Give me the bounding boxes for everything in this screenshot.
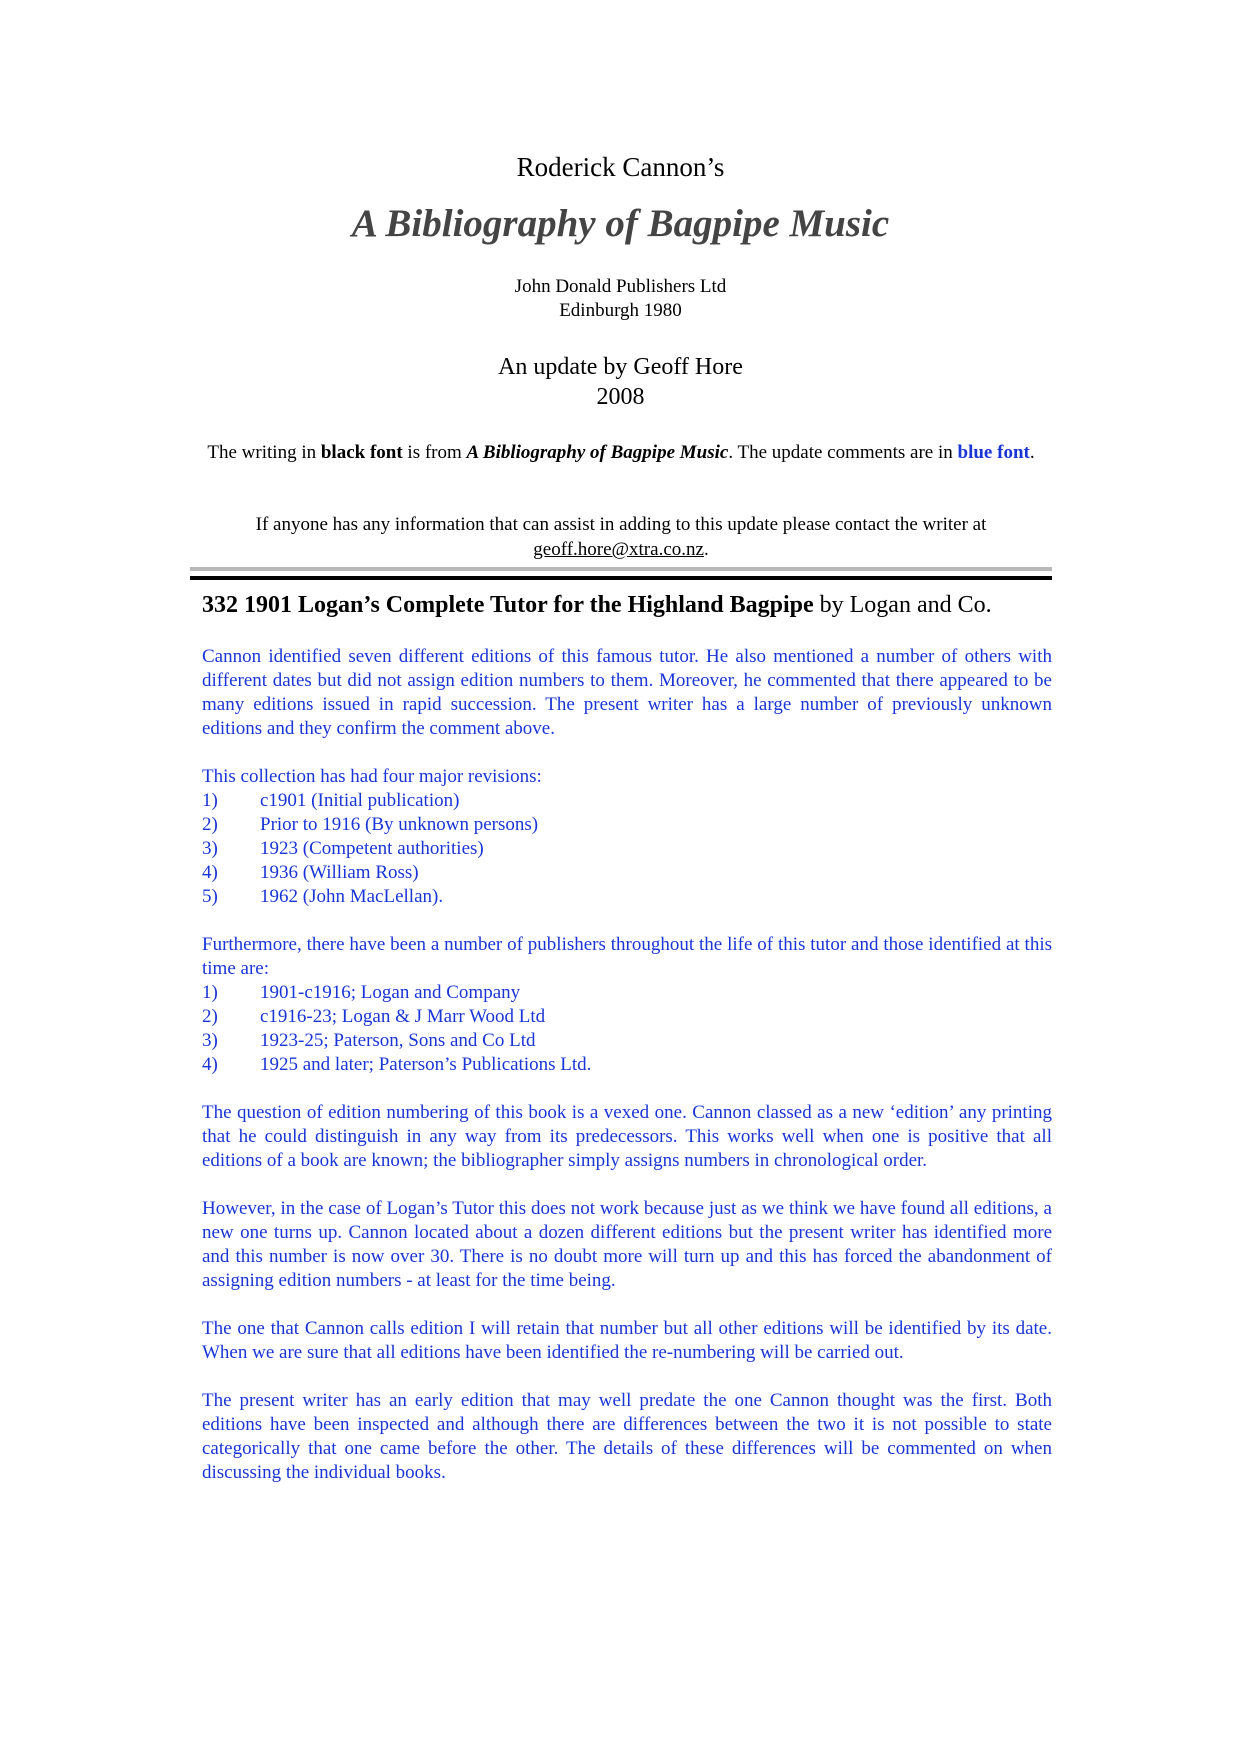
paragraph: The one that Cannon calls edition I will retain that number but all other editions will be identified by its date. When we are sure that all editions have been identified the re-numbering will be carried out. [202, 1318, 1052, 1363]
contact-text: If anyone has any information that can assist in adding to this update please contact the writer at [255, 514, 987, 535]
list-number: 3) [202, 1030, 218, 1051]
list-number: 2) [202, 814, 218, 835]
list-text: Prior to 1916 (By unknown persons) [260, 814, 539, 835]
legend-text: is from [402, 442, 467, 463]
list-item [202, 861, 1052, 885]
legend-text: . [1029, 442, 1035, 463]
entry-body [202, 645, 1052, 1509]
list-number: 4) [202, 862, 218, 883]
entry-heading [202, 590, 1052, 620]
list-number: 3) [202, 838, 218, 859]
revisions-intro: This collection has had four major revisions: [202, 766, 542, 787]
entry-publisher: by Logan and Co. [813, 592, 992, 618]
list-text: c1901 (Initial publication) [260, 790, 460, 811]
list-number: 5) [202, 886, 218, 907]
list-item [202, 837, 1052, 861]
divider-grey [190, 567, 1052, 571]
list-text: c1916-23; Logan & J Marr Wood Ltd [260, 1006, 546, 1027]
list-item [202, 789, 1052, 813]
list-number: 1) [202, 982, 218, 1003]
email-link[interactable]: geoff.hore@xtra.co.nz [533, 539, 704, 560]
legend-text: . The update comments are in [728, 442, 958, 463]
contact-text: . [703, 539, 709, 560]
list-text: 1923 (Competent authorities) [260, 838, 484, 859]
update-year: 2008 [596, 384, 645, 410]
list-item [202, 1005, 1052, 1029]
list-number: 1) [202, 790, 218, 811]
paragraph: The question of edition numbering of this book is a vexed one. Cannon classed as a new ‘edition’ any printing that he could distinguish in any way from its predecessors. This works well when one is positive that all editions of a book are known; the bibliographer simply assigns numbers in chronological order. [202, 1102, 1052, 1171]
list-item [202, 1053, 1052, 1077]
publisher-place-year: Edinburgh 1980 [559, 300, 682, 321]
author-line: Roderick Cannon’s [516, 152, 725, 182]
legend-book-title: A Bibliography of Bagpipe Music [466, 442, 729, 463]
update-author: An update by Geoff Hore [498, 354, 743, 380]
contact-note [190, 512, 1052, 562]
paragraph: The present writer has an early edition that may well predate the one Cannon thought was the first. Both editions have been inspected and although there are differences between the two it is not possible to state categorically that one came before the other. The details of these differences will be commented on when discussing the individual books. [202, 1390, 1052, 1483]
list-text: 1901-c1916; Logan and Company [260, 982, 521, 1003]
list-text: 1923-25; Paterson, Sons and Co Ltd [260, 1030, 536, 1051]
list-item [202, 813, 1052, 837]
publisher-name: John Donald Publishers Ltd [514, 276, 727, 297]
entry-title: 332 1901 Logan’s Complete Tutor for the Highland Bagpipe [202, 592, 814, 618]
revisions-list [202, 789, 1052, 909]
list-number: 4) [202, 1054, 218, 1075]
list-item [202, 885, 1052, 909]
paragraph: Cannon identified seven different editions of this famous tutor. He also mentioned a number of others with different dates but did not assign edition numbers to them. Moreover, he commented that there appeared to be many editions issued in rapid succession. The present writer has a large number of previously unknown editions and they confirm the comment above. [202, 646, 1052, 739]
legend-text: The writing in [207, 442, 321, 463]
update-info [0, 352, 1241, 412]
list-text: 1925 and later; Paterson’s Publications Ltd. [260, 1054, 592, 1075]
publisher-info [0, 275, 1241, 323]
list-item [202, 981, 1052, 1005]
publishers-list [202, 981, 1052, 1077]
list-text: 1936 (William Ross) [260, 862, 419, 883]
book-title: A Bibliography of Bagpipe Music [351, 202, 890, 245]
list-text: 1962 (John MacLellan). [260, 886, 444, 907]
list-number: 2) [202, 1006, 218, 1027]
legend-black-font: black font [320, 442, 403, 463]
list-item [202, 1029, 1052, 1053]
divider-black [190, 576, 1052, 580]
legend-blue-font: blue font [957, 442, 1030, 463]
font-legend [190, 440, 1052, 465]
paragraph: However, in the case of Logan’s Tutor this does not work because just as we think we have found all editions, a new one turns up. Cannon located about a dozen different editions but the present writer has identified more and this number is now over 30. There is no doubt more will turn up and this has forced the abandonment of assigning edition numbers - at least for the time being. [202, 1198, 1052, 1291]
publishers-intro: Furthermore, there have been a number of publishers throughout the life of this tutor and those identified at this time are: [202, 934, 1052, 979]
